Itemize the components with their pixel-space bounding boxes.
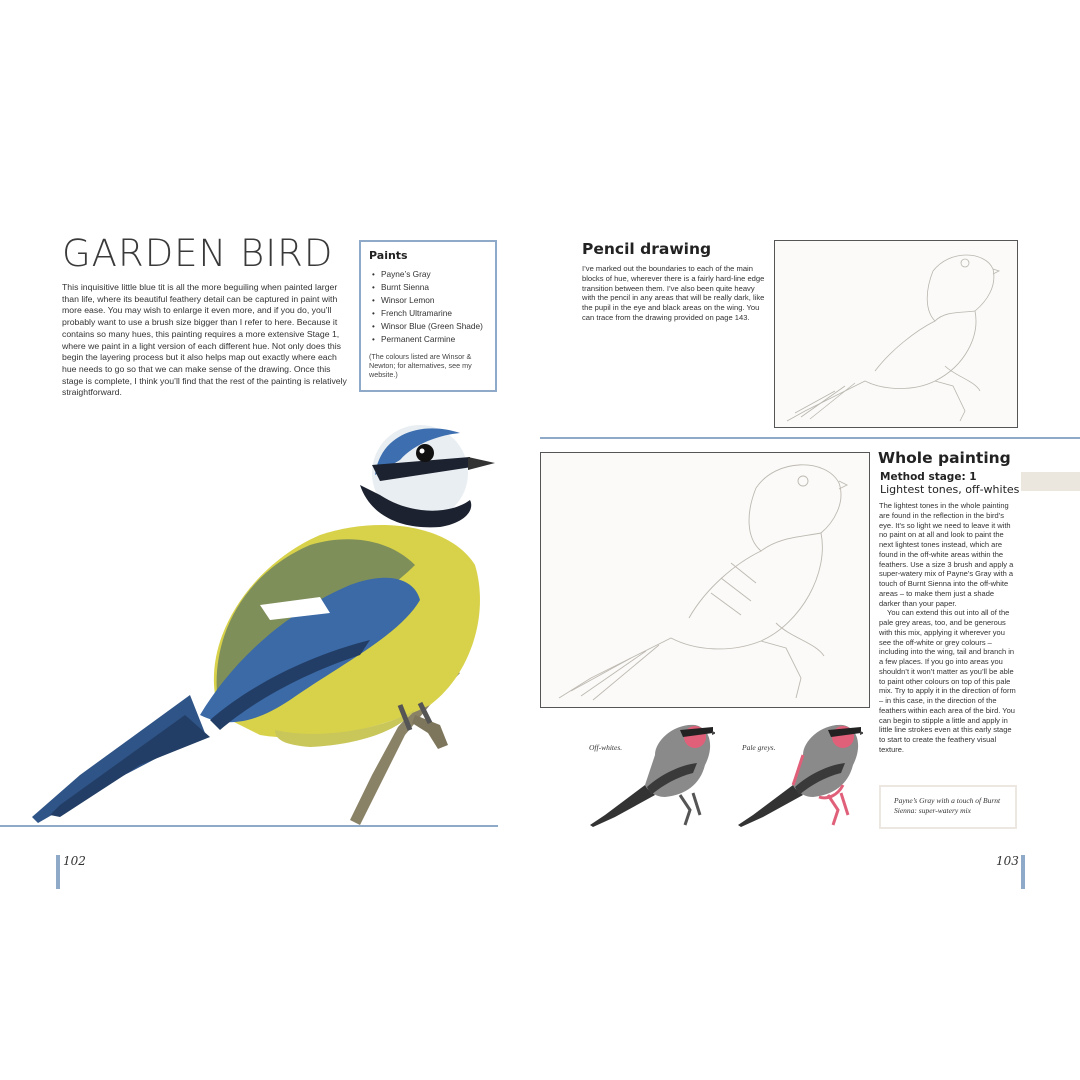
swatch-label-off-whites: Off-whites. [589,743,623,752]
section-rule [540,437,1080,439]
stage-one-sketch [541,453,869,707]
paints-list [369,268,488,346]
section-tab [1021,472,1080,491]
off-whites-thumbnail [585,715,715,830]
paint-item: • French Ultramarine [369,307,488,320]
paint-item: • Winsor Blue (Green Shade) [369,320,488,333]
method-stage-subtitle: Lightest tones, off-whites [880,483,1020,496]
whole-painting-image [540,452,870,708]
intro-paragraph: This inquisitive little blue tit is all the more beguiling when painted larger than life, where its beautiful feathery detail can be captured in paint with more ease. You may wish to enlarge it even more, and if you do, you’ll probably want to use a brush size bigger than I refer to here. Because it contains so many hues, this painting requires a more extensive Stage 1, where we paint in a light version of each different hue. Not only does this begin the layering process but it also helps map out exactly where each hue needs to go so that we can make sense of the drawing. Once this stage is complete, I think you’ll find that the rest of the painting is relatively straightforward. [62,282,347,398]
paint-item: • Burnt Sienna [369,281,488,294]
whole-painting-text [879,501,1017,755]
page-title: GARDEN BIRD [62,232,334,275]
pencil-drawing-text: I’ve marked out the boundaries to each of the main blocks of hue, wherever there is a fairly hard-line edge transition between them. I’ve also been quite heavy with the pencil in any areas that will be really dark, like the pupil in the eye and black areas on the wing. You can trace from the drawing provided on page 143. [582,264,765,322]
swatch-label-pale-greys: Pale greys. [742,743,776,752]
page-number: 103 [996,854,1019,868]
paint-item: • Winsor Lemon [369,294,488,307]
blue-tit-photo [20,415,500,835]
method-stage-label: Method stage: 1 [880,471,977,483]
pencil-drawing-heading: Pencil drawing [582,240,712,258]
paints-note: (The colours listed are Winsor & Newton; for alternatives, see my website.) [369,352,472,379]
pale-greys-thumbnail [733,715,863,830]
pencil-drawing-image [774,240,1018,428]
folio-marker [56,855,60,889]
mix-caption-box [879,785,1017,829]
whole-text-paragraph: The lightest tones in the whole painting are found in the reflection in the bird’s eye. It’s so light we need to leave it with no paint on at all and look to paint the next lightest tones instead, which are found in the off-white areas within the feathers. Use a size 3 brush and apply a super-watery mix of Payne’s Gray with a touch of Burnt Sienna into the off-white areas – to make them just a shade darker than your paper. [879,501,1014,608]
folio-marker [1021,855,1025,889]
paint-item: • Payne’s Gray [369,268,488,281]
paint-item: • Permanent Carmine [369,333,488,346]
whole-painting-heading: Whole painting [878,449,1011,467]
page-rule [0,825,498,827]
paints-title: Paints [369,249,408,262]
mix-caption: Payne’s Gray with a touch of Burnt Sienna: super-watery mix [894,796,1001,815]
pencil-sketch [775,241,1017,427]
page-number: 102 [63,854,86,868]
paints-box [359,240,497,392]
whole-text-paragraph: You can extend this out into all of the pale grey areas, too, and be generous with this mix, applying it wherever you see the off-white or grey colours – including into the wing, tail and branch in a few places. If you go into areas you shouldn’t it won’t matter as you’ll be able to paint other colours on top of this pale mix. Try to apply it in the direction of form – in this case, in the direction of the feathers within each area of the bird. You can begin to stipple a little and apply in little line strokes even at this early stage to start to create the feathery visual texture. [879,608,1016,754]
